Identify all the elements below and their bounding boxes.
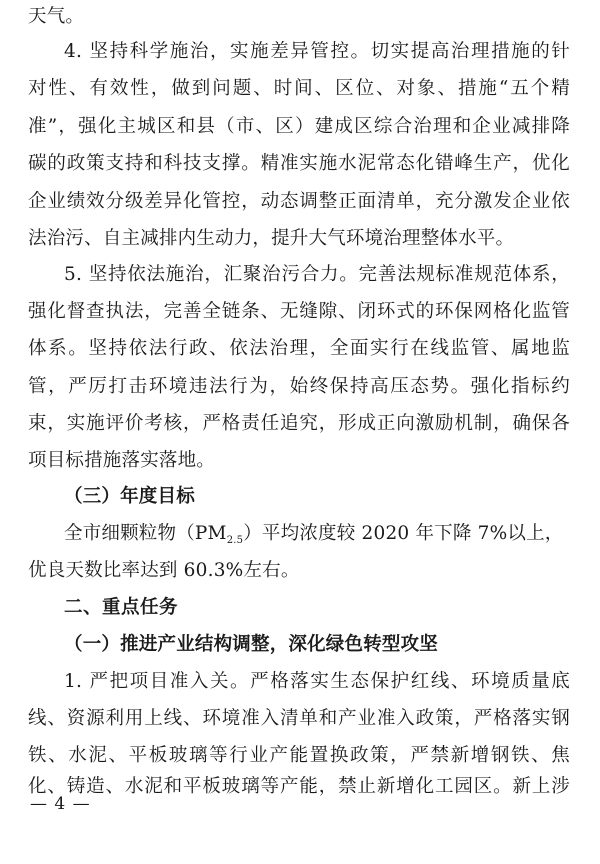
paragraph-line: 准”，强化主城区和县（市、区）建成区综合治理和企业减排降	[28, 116, 570, 137]
paragraph-line: 5. 坚持依法施治，汇聚治污合力。完善法规标准规范体系，	[64, 264, 570, 285]
paragraph-line: 体系。坚持依法行政、依法治理，全面实行在线监管、属地监	[28, 338, 570, 359]
paragraph-line: 4. 坚持科学施治，实施差异管控。切实提高治理措施的针	[64, 41, 570, 62]
paragraph-line: 碳的政策支持和科技支撑。精准实施水泥常态化错峰生产，优化	[28, 153, 570, 174]
paragraph-line: 天气。	[28, 6, 85, 27]
section-heading: 二、重点任务	[64, 597, 179, 618]
pm-sentence: ）平均浓度较 2020 年下降 7%以上，	[243, 523, 564, 544]
paragraph-line: 束，实施评价考核，严格责任追究，形成正向激励机制，确保各	[28, 413, 570, 434]
paragraph-line: 1. 严把项目准入关。严格落实生态保护红线、环境质量底	[64, 671, 570, 692]
section-subheading: （三）年度目标	[64, 486, 195, 507]
paragraph-line: 项目标措施落实落地。	[28, 450, 216, 471]
paragraph-line: 优良天数比率达到 60.3%左右。	[28, 560, 300, 581]
paragraph-line: 强化督查执法，完善全链条、无缝隙、闭环式的环保网格化监管	[28, 301, 570, 322]
paragraph-line: 化、铸造、水泥和平板玻璃等产能，禁止新增化工园区。新上涉	[28, 776, 570, 797]
paragraph-line: 企业绩效分级差异化管控，动态调整正面清单，充分激发企业依	[28, 191, 570, 212]
paragraph-line: 对性、有效性，做到问题、时间、区位、对象、措施“五个精	[28, 78, 570, 99]
section-subheading: （一）推进产业结构调整，深化绿色转型攻坚	[64, 634, 439, 655]
pm-subscript: 2.5	[226, 535, 244, 546]
pm-label: 全市细颗粒物（PM	[64, 523, 227, 544]
paragraph-line	[64, 519, 564, 556]
paragraph-line: 管，严厉打击环境违法行为，始终保持高压态势。强化指标约	[28, 376, 570, 397]
paragraph-line: 线、资源利用上线、环境准入清单和产业准入政策，严格落实钢	[28, 708, 570, 729]
paragraph-line: 法治污、自主减排内生动力，提升大气环境治理整体水平。	[28, 228, 515, 249]
paragraph-line: 铁、水泥、平板玻璃等行业产能置换政策，严禁新增钢铁、焦	[28, 745, 570, 766]
page-number: — 4 —	[30, 794, 91, 814]
